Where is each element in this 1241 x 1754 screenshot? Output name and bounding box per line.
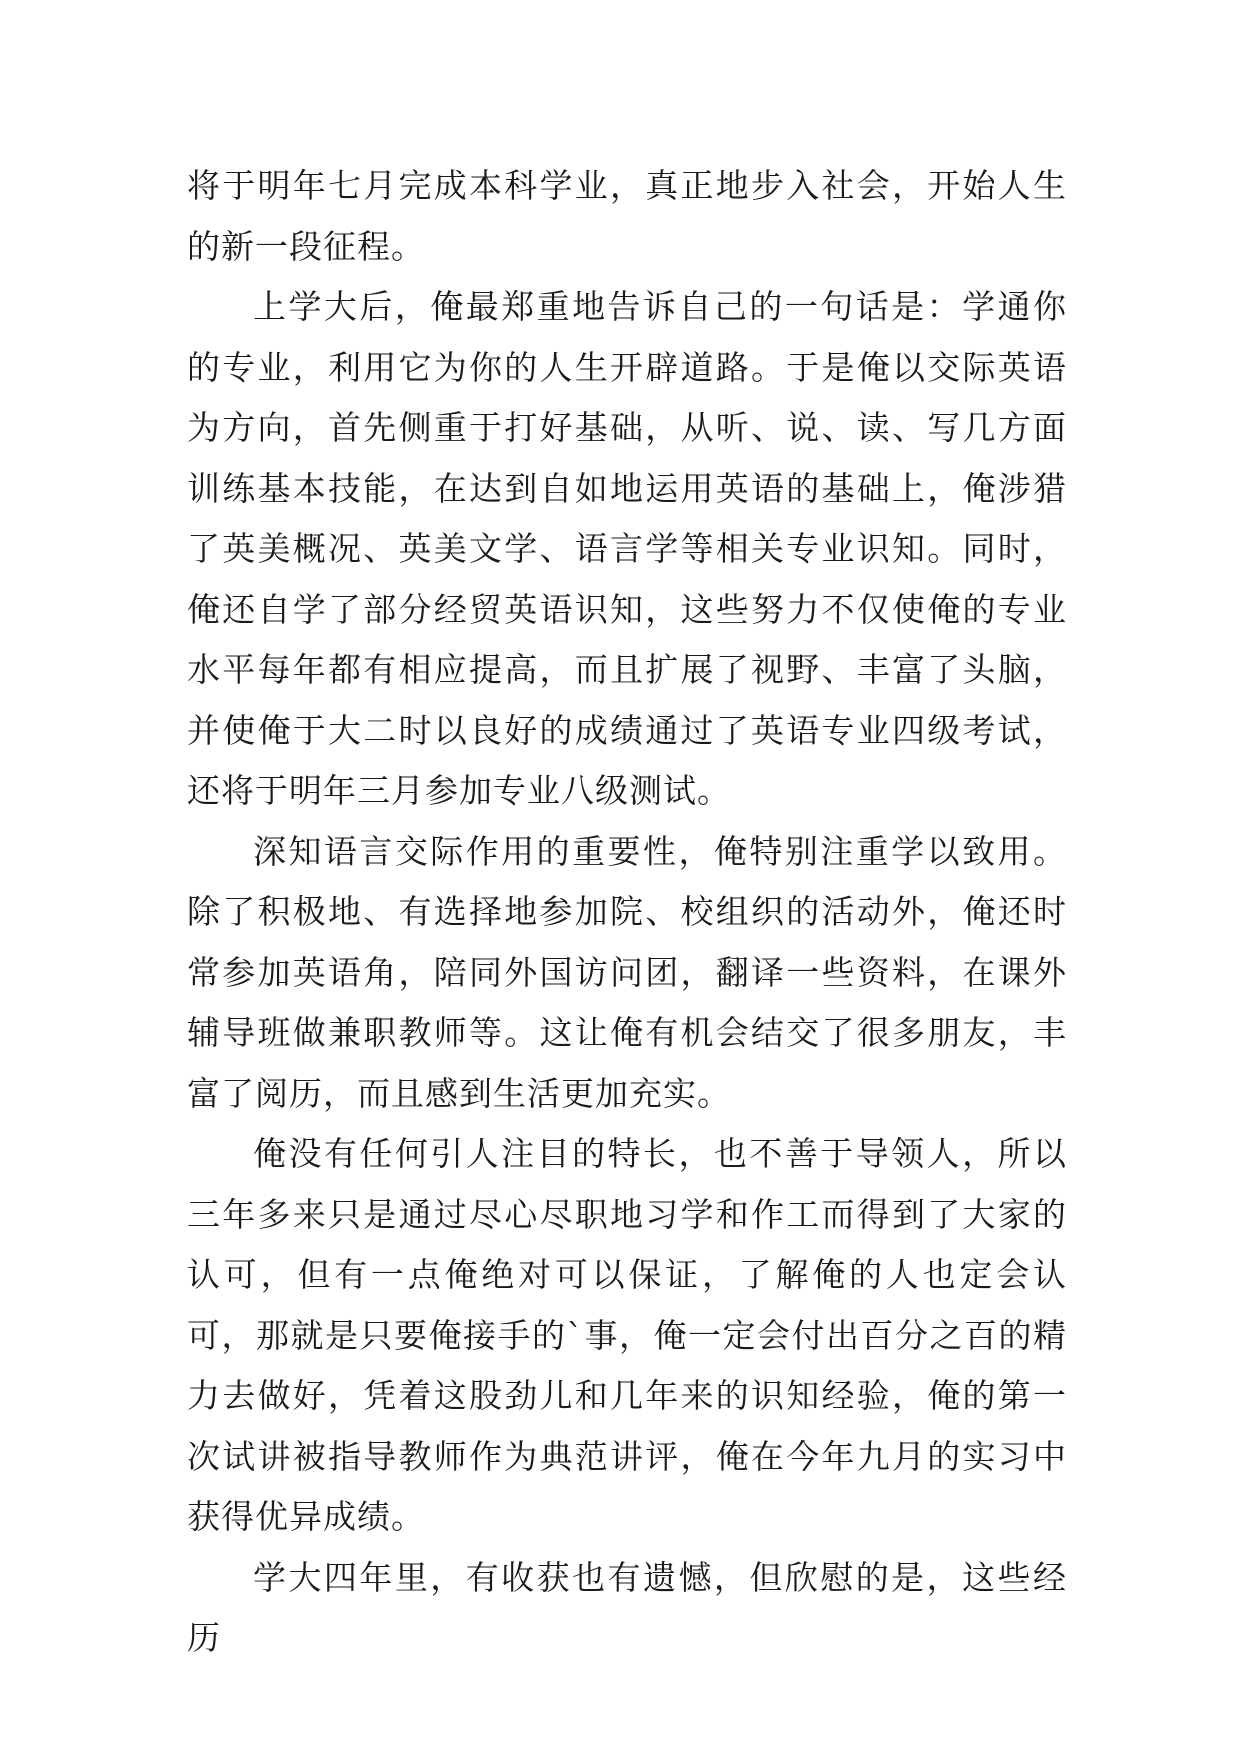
document-body [187,156,1067,1669]
paragraph-4: 俺没有任何引人注目的特长，也不善于导领人，所以三年多来只是通过尽心尽职地习学和作工而得到了大家的认可，但有一点俺绝对可以保证，了解俺的人也定会认可，那就是只要俺接手的`事，俺一定会付出百分之百的精力去做好，凭着这股劲儿和几年来的识知经验，俺的第一次试讲被指导教师作为典范讲评，俺在今年九月的实习中获得优异成绩。 [187,1134,1067,1536]
paragraph-5: 学大四年里，有收获也有遗憾，但欣慰的是，这些经历 [187,1557,1067,1657]
paragraph-2: 上学大后，俺最郑重地告诉自己的一句话是：学通你的专业，利用它为你的人生开辟道路。于是俺以交际英语为方向，首先侧重于打好基础，从听、说、读、写几方面训练基本技能，在达到自如地运用英语的基础上，俺涉猎了英美概况、英美文学、语言学等相关专业识知。同时，俺还自学了部分经贸英语识知，这些努力不仅使俺的专业水平每年都有相应提高，而且扩展了视野、丰富了头脑，并使俺于大二时以良好的成绩通过了英语专业四级考试，还将于明年三月参加专业八级测试。 [187,287,1067,810]
paragraph-3: 深知语言交际作用的重要性，俺特别注重学以致用。除了积极地、有选择地参加院、校组织的活动外，俺还时常参加英语角，陪同外国访问团，翻译一些资料，在课外辅导班做兼职教师等。这让俺有机会结交了很多朋友，丰富了阅历，而且感到生活更加充实。 [187,831,1067,1113]
paragraph-1: 将于明年七月完成本科学业，真正地步入社会，开始人生的新一段征程。 [187,166,1067,266]
